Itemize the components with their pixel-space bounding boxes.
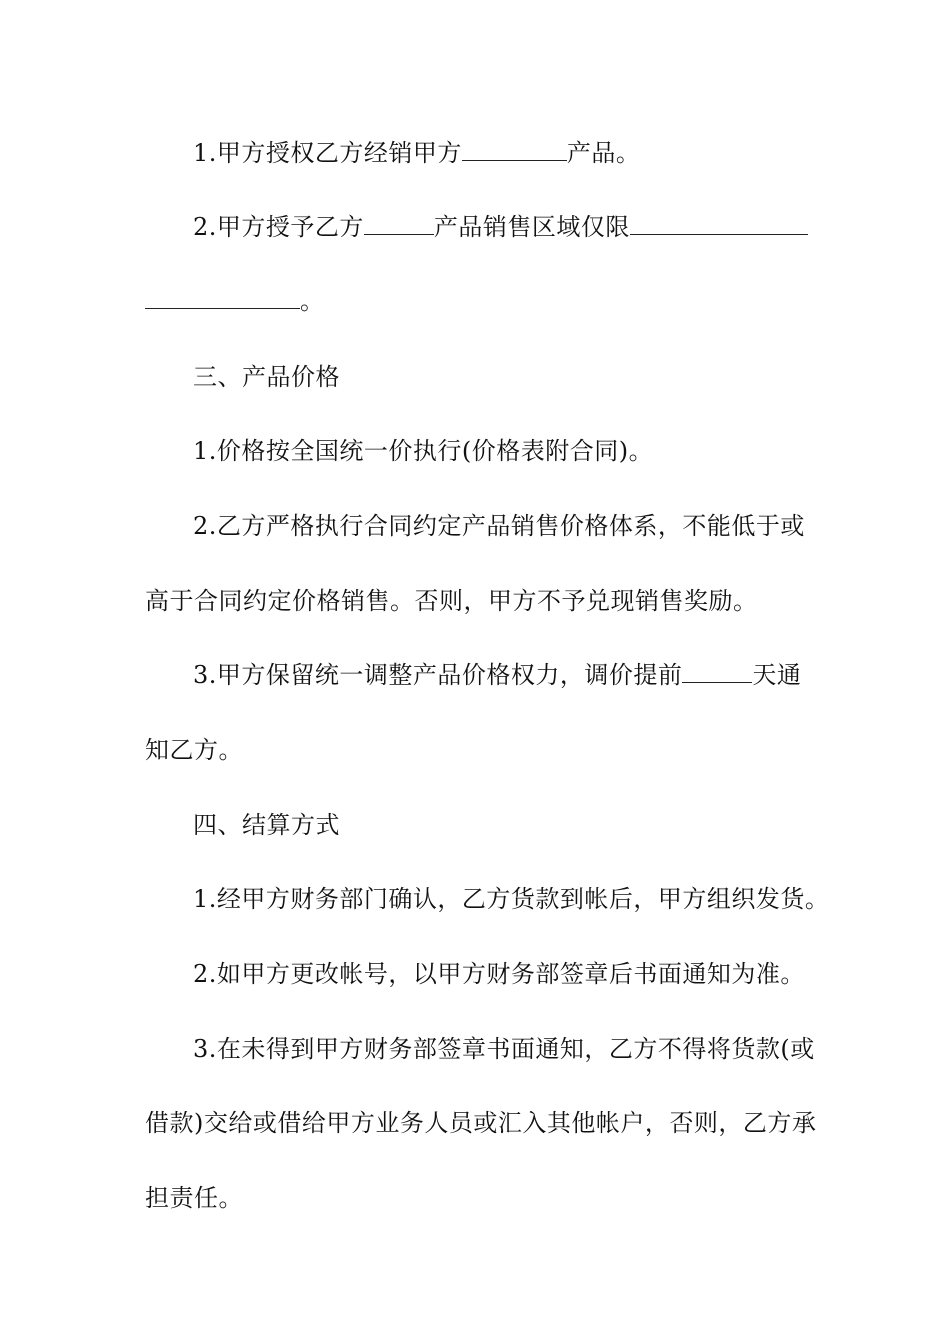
price-clause-3-line-2: 知乙方。 [145,736,243,764]
fill-blank-region-cont[interactable] [145,286,300,309]
settle-clause-1: 1.经甲方财务部门确认，乙方货款到帐后，甲方组织发货。 [193,885,830,913]
clause-2 [193,211,863,243]
clause-2-end: 。 [300,287,325,315]
section-4-heading: 四、结算方式 [193,811,340,839]
settle-clause-3-line-1: 3.在未得到甲方财务部签章书面通知，乙方不得将货款(或 [193,1035,815,1063]
price-clause-3-line-1 [193,659,863,691]
price-clause-2-line-1: 2.乙方严格执行合同约定产品销售价格体系，不能低于或 [193,512,805,540]
clause-2-text: 2.甲方授予乙方 [193,213,364,241]
price-clause-3-suffix: 天通 [752,661,802,689]
clause-1 [193,137,863,169]
price-clause-1: 1.价格按全国统一价执行(价格表附合同)。 [193,437,654,465]
fill-blank-region[interactable] [630,212,808,235]
clause-1-text: 1.甲方授权乙方经销甲方 [193,139,462,167]
settle-clause-2: 2.如甲方更改帐号，以甲方财务部签章后书面通知为准。 [193,960,805,988]
price-clause-3-text: 3.甲方保留统一调整产品价格权力，调价提前 [193,661,683,689]
price-clause-2-line-2: 高于合同约定价格销售。否则，甲方不予兑现销售奖励。 [145,587,758,615]
fill-blank-days[interactable] [682,660,752,683]
clause-1-suffix: 产品。 [566,139,641,167]
settle-clause-3-line-3: 担责任。 [145,1184,243,1212]
fill-blank-grant[interactable] [364,212,434,235]
clause-2-continuation [145,285,815,317]
clause-2-middle: 产品销售区域仅限 [433,213,630,241]
settle-clause-3-line-2: 借款)交给或借给甲方业务人员或汇入其他帐户，否则，乙方承 [145,1109,817,1137]
section-3-heading: 三、产品价格 [193,363,340,391]
fill-blank-product[interactable] [462,138,567,161]
